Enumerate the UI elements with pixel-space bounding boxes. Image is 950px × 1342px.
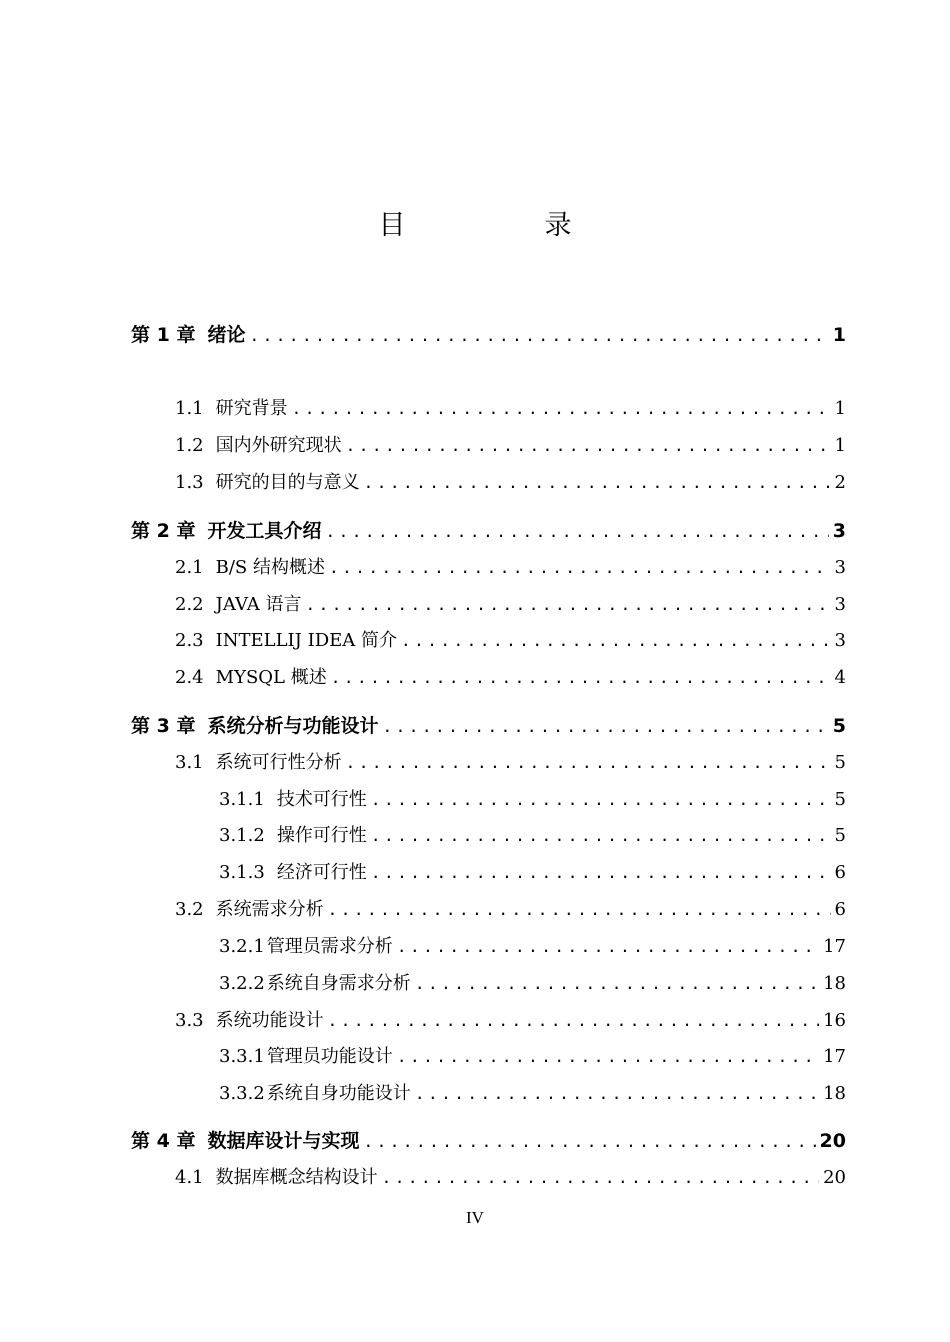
page-title: 目 录 [378, 210, 628, 241]
toc-entry-page: 3 [834, 630, 846, 651]
toc-entry-number: 2.3 [175, 630, 204, 651]
toc-entry-subsection-3-1-1[interactable] [219, 787, 846, 813]
toc-entry-number: 第 4 章 [131, 1130, 196, 1152]
toc-entry-section-4-1[interactable] [175, 1165, 846, 1191]
toc-entry-page: 6 [834, 899, 846, 920]
toc-entry-page: 17 [823, 1046, 846, 1067]
toc-dot-leader [328, 1008, 819, 1034]
toc-entry-page: 3 [832, 520, 846, 542]
toc-entry-section-1-1[interactable] [175, 396, 846, 422]
toc-entry-subsection-3-3-2[interactable] [219, 1081, 846, 1107]
page-number: IV [466, 1208, 484, 1227]
toc-entry-page: 5 [834, 825, 846, 846]
toc-entry-chapter-1[interactable] [131, 322, 846, 348]
toc-entry-title: 经济可行性 [276, 862, 367, 883]
toc-entry-number: 3.1 [175, 752, 204, 773]
toc-entry-subsection-3-2-1[interactable] [219, 934, 846, 960]
toc-entry-subsection-3-1-3[interactable] [219, 860, 846, 886]
toc-entry-number: 2.4 [175, 667, 204, 688]
toc-entry-chapter-3[interactable] [131, 713, 846, 739]
toc-dot-leader [371, 823, 831, 849]
toc-entry-number: 3.2.1 [219, 936, 265, 957]
toc-entry-page: 1 [834, 398, 846, 419]
toc-dot-leader [346, 750, 831, 776]
toc-entry-title: 管理员需求分析 [266, 936, 393, 957]
toc-dot-leader [415, 1081, 819, 1107]
toc-entry-title: 管理员功能设计 [266, 1046, 393, 1067]
toc-entry-section-2-4[interactable] [175, 665, 846, 691]
toc-entry-number: 3.2 [175, 899, 204, 920]
toc-dot-leader [325, 519, 828, 545]
toc-entry-number: 1.2 [175, 435, 204, 456]
toc-dot-leader [292, 396, 831, 422]
toc-dot-leader [371, 787, 831, 813]
toc-entry-number: 3.1.2 [219, 825, 265, 846]
toc-entry-number: 第 2 章 [131, 520, 196, 542]
toc-dot-leader [397, 1044, 819, 1070]
toc-dot-leader [364, 470, 831, 496]
toc-entry-title: JAVA 语言 [215, 594, 302, 615]
toc-entry-title: 国内外研究现状 [215, 435, 342, 456]
toc-entry-title: 操作可行性 [276, 825, 367, 846]
toc-entry-number: 第 3 章 [131, 715, 196, 737]
toc-entry-number: 2.1 [175, 557, 204, 578]
toc-dot-leader [305, 592, 830, 618]
toc-entry-page: 4 [834, 667, 846, 688]
toc-entry-section-2-3[interactable] [175, 628, 846, 654]
toc-entry-title: 系统需求分析 [215, 899, 324, 920]
toc-entry-page: 18 [823, 1083, 846, 1104]
toc-entry-section-2-1[interactable] [175, 555, 846, 581]
toc-entry-title: 系统分析与功能设计 [207, 715, 379, 737]
toc-dot-leader [415, 971, 819, 997]
toc-entry-page: 20 [823, 1167, 846, 1188]
toc-entry-number: 1.1 [175, 398, 204, 419]
toc-dot-leader [331, 665, 831, 691]
toc-entry-subsection-3-3-1[interactable] [219, 1044, 846, 1070]
toc-entry-number: 4.1 [175, 1167, 204, 1188]
toc-entry-title: B/S 结构概述 [215, 557, 325, 578]
toc-entry-title: 研究背景 [215, 398, 288, 419]
toc-entry-subsection-3-1-2[interactable] [219, 823, 846, 849]
toc-dot-leader [371, 860, 831, 886]
toc-entry-title: 数据库设计与实现 [207, 1130, 360, 1152]
toc-entry-page: 17 [823, 936, 846, 957]
toc-entry-number: 3.1.1 [219, 789, 265, 810]
toc-entry-page: 3 [834, 557, 846, 578]
toc-entry-number: 2.2 [175, 594, 204, 615]
toc-dot-leader [382, 714, 828, 740]
toc-entry-number: 1.3 [175, 472, 204, 493]
toc-entry-chapter-4[interactable] [131, 1128, 846, 1154]
toc-dot-leader [382, 1165, 819, 1191]
toc-entry-title: 系统自身需求分析 [266, 973, 411, 994]
toc-entry-section-3-1[interactable] [175, 750, 846, 776]
toc-dot-leader [397, 934, 819, 960]
toc-entry-title: INTELLIJ IDEA 简介 [215, 630, 398, 651]
toc-entry-title: 技术可行性 [276, 789, 367, 810]
toc-dot-leader [346, 433, 831, 459]
toc-entry-page: 5 [834, 789, 846, 810]
toc-entry-section-3-3[interactable] [175, 1008, 846, 1034]
toc-dot-leader [328, 897, 831, 923]
toc-entry-section-2-2[interactable] [175, 592, 846, 618]
toc-dot-leader [249, 323, 828, 349]
toc-entry-page: 18 [823, 973, 846, 994]
toc-entry-title: 研究的目的与意义 [215, 472, 360, 493]
toc-entry-title: 数据库概念结构设计 [215, 1167, 378, 1188]
toc-entry-number: 第 1 章 [131, 324, 196, 346]
toc-entry-section-1-2[interactable] [175, 433, 846, 459]
toc-entry-section-3-2[interactable] [175, 897, 846, 923]
toc-entry-number: 3.3.2 [219, 1083, 265, 1104]
toc-entry-number: 3.3.1 [219, 1046, 265, 1067]
toc-entry-subsection-3-2-2[interactable] [219, 971, 846, 997]
toc-entry-page: 5 [832, 715, 846, 737]
toc-entry-section-1-3[interactable] [175, 470, 846, 496]
toc-entry-page: 1 [832, 324, 846, 346]
toc-entry-number: 3.3 [175, 1010, 204, 1031]
toc-entry-page: 6 [834, 862, 846, 883]
toc-dot-leader [363, 1129, 815, 1155]
toc-entry-title: 系统可行性分析 [215, 752, 342, 773]
toc-entry-title: MYSQL 概述 [215, 667, 327, 688]
toc-entry-page: 1 [834, 435, 846, 456]
toc-entry-page: 5 [834, 752, 846, 773]
toc-dot-leader [401, 628, 831, 654]
toc-entry-chapter-2[interactable] [131, 518, 846, 544]
toc-entry-number: 3.2.2 [219, 973, 265, 994]
toc-entry-page: 2 [834, 472, 846, 493]
toc-dot-leader [329, 555, 831, 581]
toc-entry-title: 系统功能设计 [215, 1010, 324, 1031]
toc-entry-title: 开发工具介绍 [207, 520, 322, 542]
toc-entry-title: 绪论 [207, 324, 246, 346]
toc-entry-number: 3.1.3 [219, 862, 265, 883]
toc-entry-page: 3 [834, 594, 846, 615]
toc-entry-page: 20 [819, 1130, 846, 1152]
toc-entry-page: 16 [823, 1010, 846, 1031]
toc-entry-title: 系统自身功能设计 [266, 1083, 411, 1104]
